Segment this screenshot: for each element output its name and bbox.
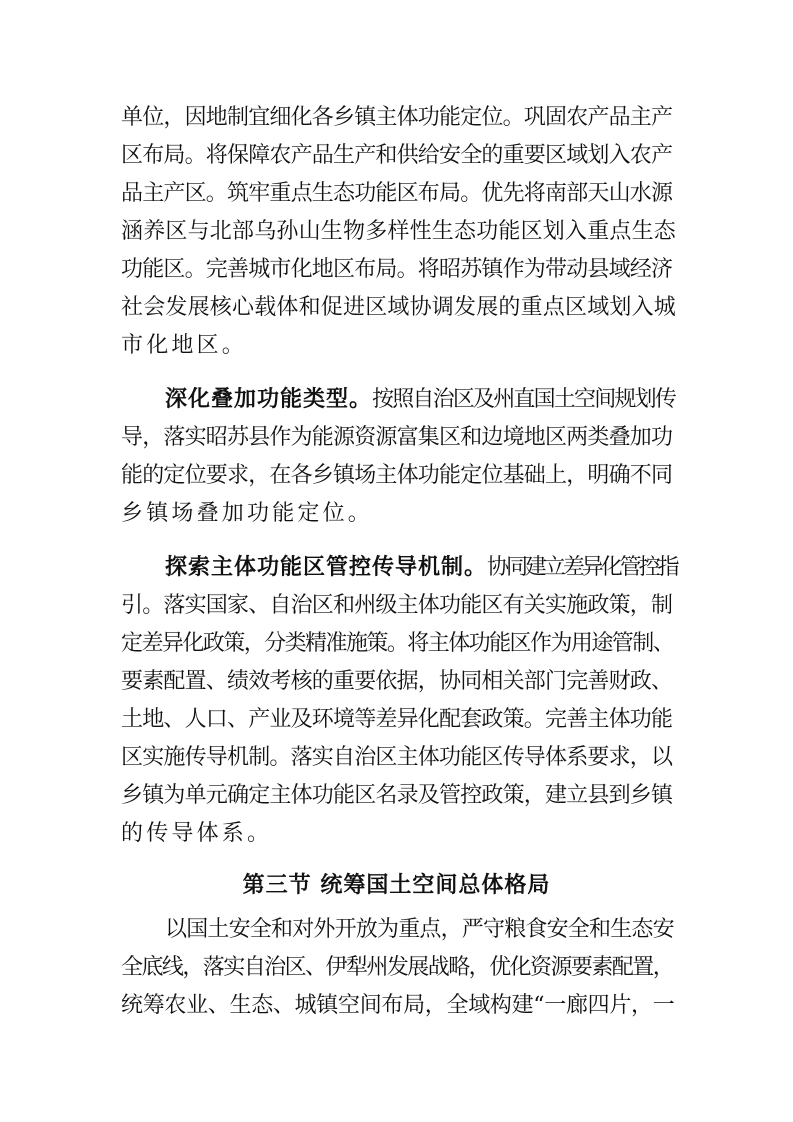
text-line: 全底线，落实自治区、伊犁州发展战略，优化资源要素配置， bbox=[121, 955, 674, 980]
text-line: 引。落实国家、自治区和州级主体功能区有关实施政策，制 bbox=[121, 593, 673, 618]
section-heading: 第三节 统筹国土空间总体格局 bbox=[242, 873, 551, 898]
text-line: 社会发展核心载体和促进区域协调发展的重点区域划入城 bbox=[121, 295, 677, 320]
text-line: 定差异化政策，分类精准施策。将主体功能区作为用途管制、 bbox=[121, 631, 674, 656]
text-line: 能的定位要求，在各乡镇场主体功能定位基础上，明确不同 bbox=[121, 463, 673, 488]
text-line bbox=[165, 381, 677, 419]
text-line: 区布局。将保障农产品生产和供给安全的重要区域划入农产 bbox=[121, 143, 673, 168]
text-line: 单位，因地制宜细化各乡镇主体功能定位。巩固农产品主产 bbox=[121, 105, 673, 130]
text-line: 功能区。完善城市化地区布局。将昭苏镇作为带动县域经济 bbox=[121, 257, 673, 282]
text-line: 的传导体系。 bbox=[121, 821, 273, 846]
text-line bbox=[165, 549, 677, 587]
text-line: 市化地区。 bbox=[121, 333, 248, 358]
paragraph-lead-heading: 深化叠加功能类型。 bbox=[165, 387, 373, 412]
text-line: 以国土安全和对外开放为重点，严守粮食安全和生态安 bbox=[165, 917, 674, 942]
text-line: 乡镇场叠加功能定位。 bbox=[121, 501, 374, 526]
text-line: 要素配置、绩效考核的重要依据，协同相关部门完善财政、 bbox=[121, 669, 673, 694]
text-line: 乡镇为单元确定主体功能区名录及管控政策，建立县到乡镇 bbox=[121, 783, 673, 808]
text-line: 导，落实昭苏县作为能源资源富集区和边境地区两类叠加功 bbox=[121, 425, 673, 450]
paragraph-lead-heading: 探索主体功能区管控传导机制。 bbox=[165, 555, 488, 580]
text-line: 品主产区。筑牢重点生态功能区布局。优先将南部天山水源 bbox=[121, 181, 673, 206]
text-line: 区实施传导机制。落实自治区主体功能区传导体系要求，以 bbox=[121, 745, 673, 770]
text-span: 按照自治区及州直国土空间规划传 bbox=[372, 387, 676, 412]
text-line: 统筹农业、生态、城镇空间布局，全域构建“一廊四片，一 bbox=[121, 993, 675, 1018]
text-line: 涵养区与北部乌孙山生物多样性生态功能区划入重点生态 bbox=[121, 219, 677, 244]
text-span: 协同建立差异化管控指 bbox=[487, 555, 677, 580]
text-line: 土地、人口、产业及环境等差异化配套政策。完善主体功能 bbox=[121, 707, 673, 732]
